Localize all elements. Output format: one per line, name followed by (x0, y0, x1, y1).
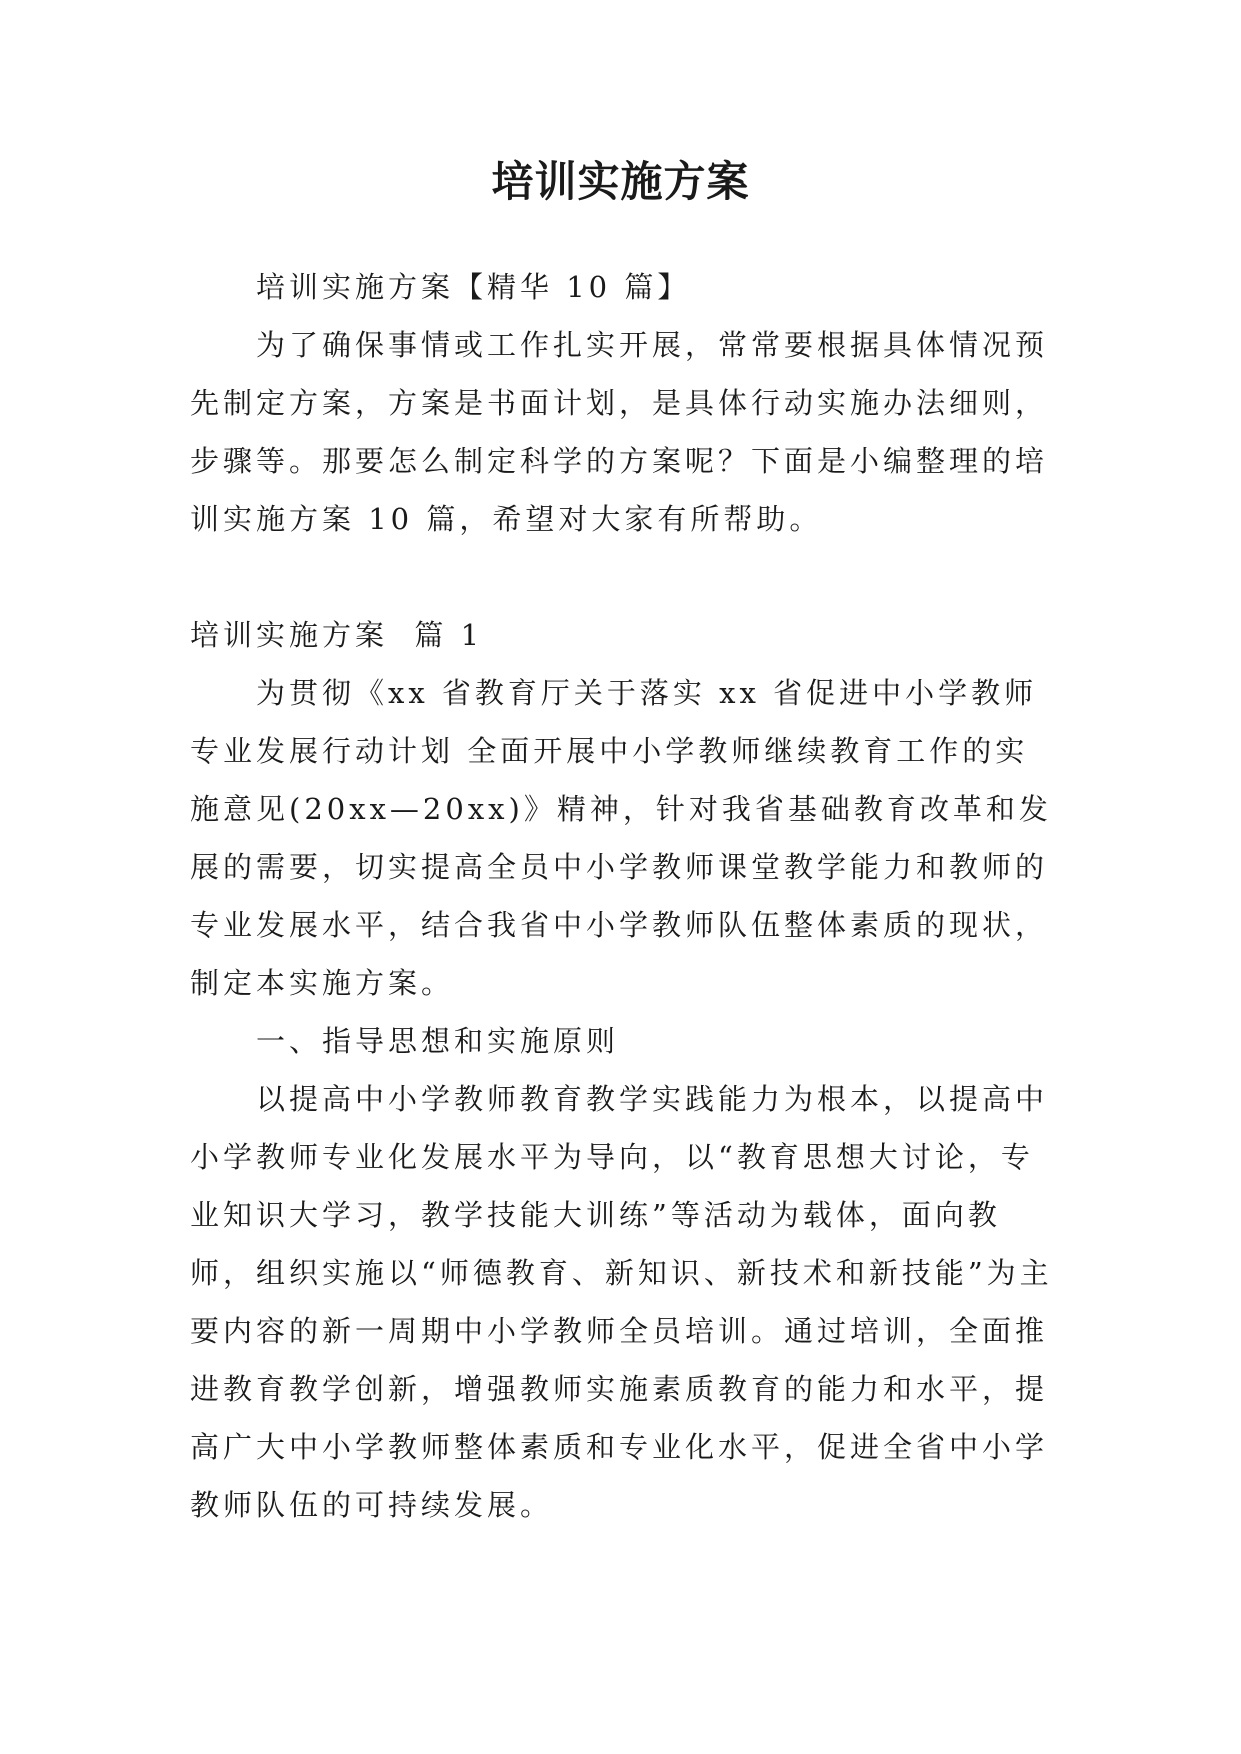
document-body (190, 258, 1060, 1534)
intro-paragraph: 为了确保事情或工作扎实开展，常常要根据具体情况预先制定方案，方案是书面计划，是具体行动实施办法细则，步骤等。那要怎么制定科学的方案呢？下面是小编整理的培训实施方案 10 篇，希望对大家有所帮助。 (190, 328, 1049, 536)
section-heading: 培训实施方案 篇 1 (190, 618, 484, 652)
subsection-heading: 一、指导思想和实施原则 (256, 1024, 620, 1058)
document-title: 培训实施方案 (491, 157, 750, 206)
body-paragraph: 以提高中小学教师教育教学实践能力为根本，以提高中小学教师专业化发展水平为导向，以“教育思想大讨论，专业知识大学习，教学技能大训练”等活动为载体，面向教师，组织实施以“师德教育、新知识、新技术和新技能”为主要内容的新一周期中小学教师全员培训。通过培训，全面推进教育教学创新，增强教师实施素质教育的能力和水平，提高广大中小学教师整体素质和专业化水平，促进全省中小学教师队伍的可持续发展。 (190, 1082, 1053, 1522)
document-subtitle: 培训实施方案【精华 10 篇】 (256, 270, 691, 304)
body-paragraph: 为贯彻《xx 省教育厅关于落实 xx 省促进中小学教师专业发展行动计划 全面开展中小学教师继续教育工作的实施意见(20xx—20xx)》精神，针对我省基础教育改革和发展的需要，切实提高全员中小学教师课堂教学能力和教师的专业发展水平，结合我省中小学教师队伍整体素质的现状，制定本实施方案。 (190, 676, 1052, 1000)
